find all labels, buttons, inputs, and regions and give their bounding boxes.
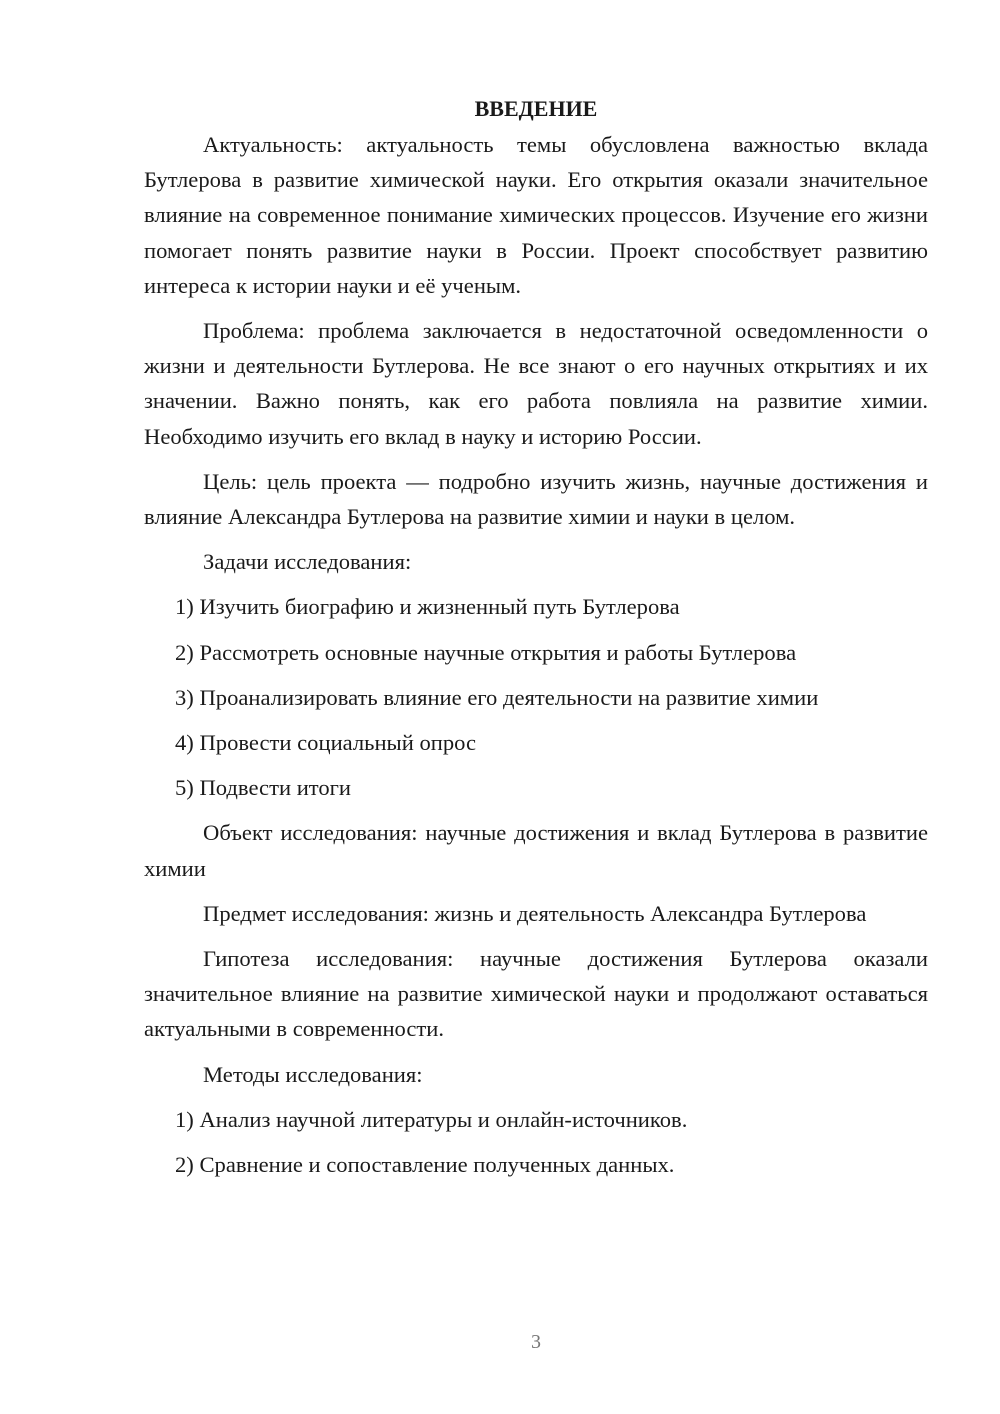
object-paragraph: Объект исследования: научные достижения и вклад Бутлерова в развитие химии (144, 820, 928, 881)
goal-paragraph: Цель: цель проекта — подробно изучить жизнь, научные достижения и влияние Александра Бутлерова на развитие химии и науки в целом. (144, 468, 928, 530)
task-item: 5) Подвести итоги (175, 775, 352, 801)
task-item: 1) Изучить биографию и жизненный путь Бутлерова (175, 594, 680, 620)
relevance-paragraph: Актуальность: актуальность темы обусловлена важностью вклада Бутлерова в развитие химической науки. Его открытия оказали значительное влияние на современное понимание химических процессов. Изучение его жизни помогает понять развитие науки в России. Проект способствует развитию интереса к истории науки и её ученым. (144, 132, 928, 298)
methods-heading: Методы исследования: (203, 1061, 423, 1087)
task-item: 3) Проанализировать влияние его деятельности на развитие химии (175, 684, 819, 710)
subject-paragraph: Предмет исследования: жизнь и деятельность Александра Бутлерова (203, 900, 867, 926)
page-heading: ВВЕДЕНИЕ (474, 96, 598, 121)
problem-paragraph: Проблема: проблема заключается в недостаточной осведомленности о жизни и деятельности Бутлерова. Не все знают о его научных открытиях и их значении. Важно понять, как его работа повлияла на развитие химии. Необходимо изучить его вклад в науку и историю России. (144, 318, 928, 449)
task-item: 2) Рассмотреть основные научные открытия и работы Бутлерова (175, 639, 797, 665)
tasks-heading: Задачи исследования: (203, 549, 412, 575)
page-number: 3 (531, 1331, 541, 1353)
hypothesis-paragraph: Гипотеза исследования: научные достижения Бутлерова оказали значительное влияние на развитие химической науки и продолжают оставаться актуальными в современности. (144, 946, 928, 1042)
document-page (144, 92, 928, 1192)
method-item: 1) Анализ научной литературы и онлайн-источников. (175, 1106, 688, 1132)
method-item: 2) Сравнение и сопоставление полученных данных. (175, 1152, 675, 1178)
task-item: 4) Провести социальный опрос (175, 730, 477, 756)
